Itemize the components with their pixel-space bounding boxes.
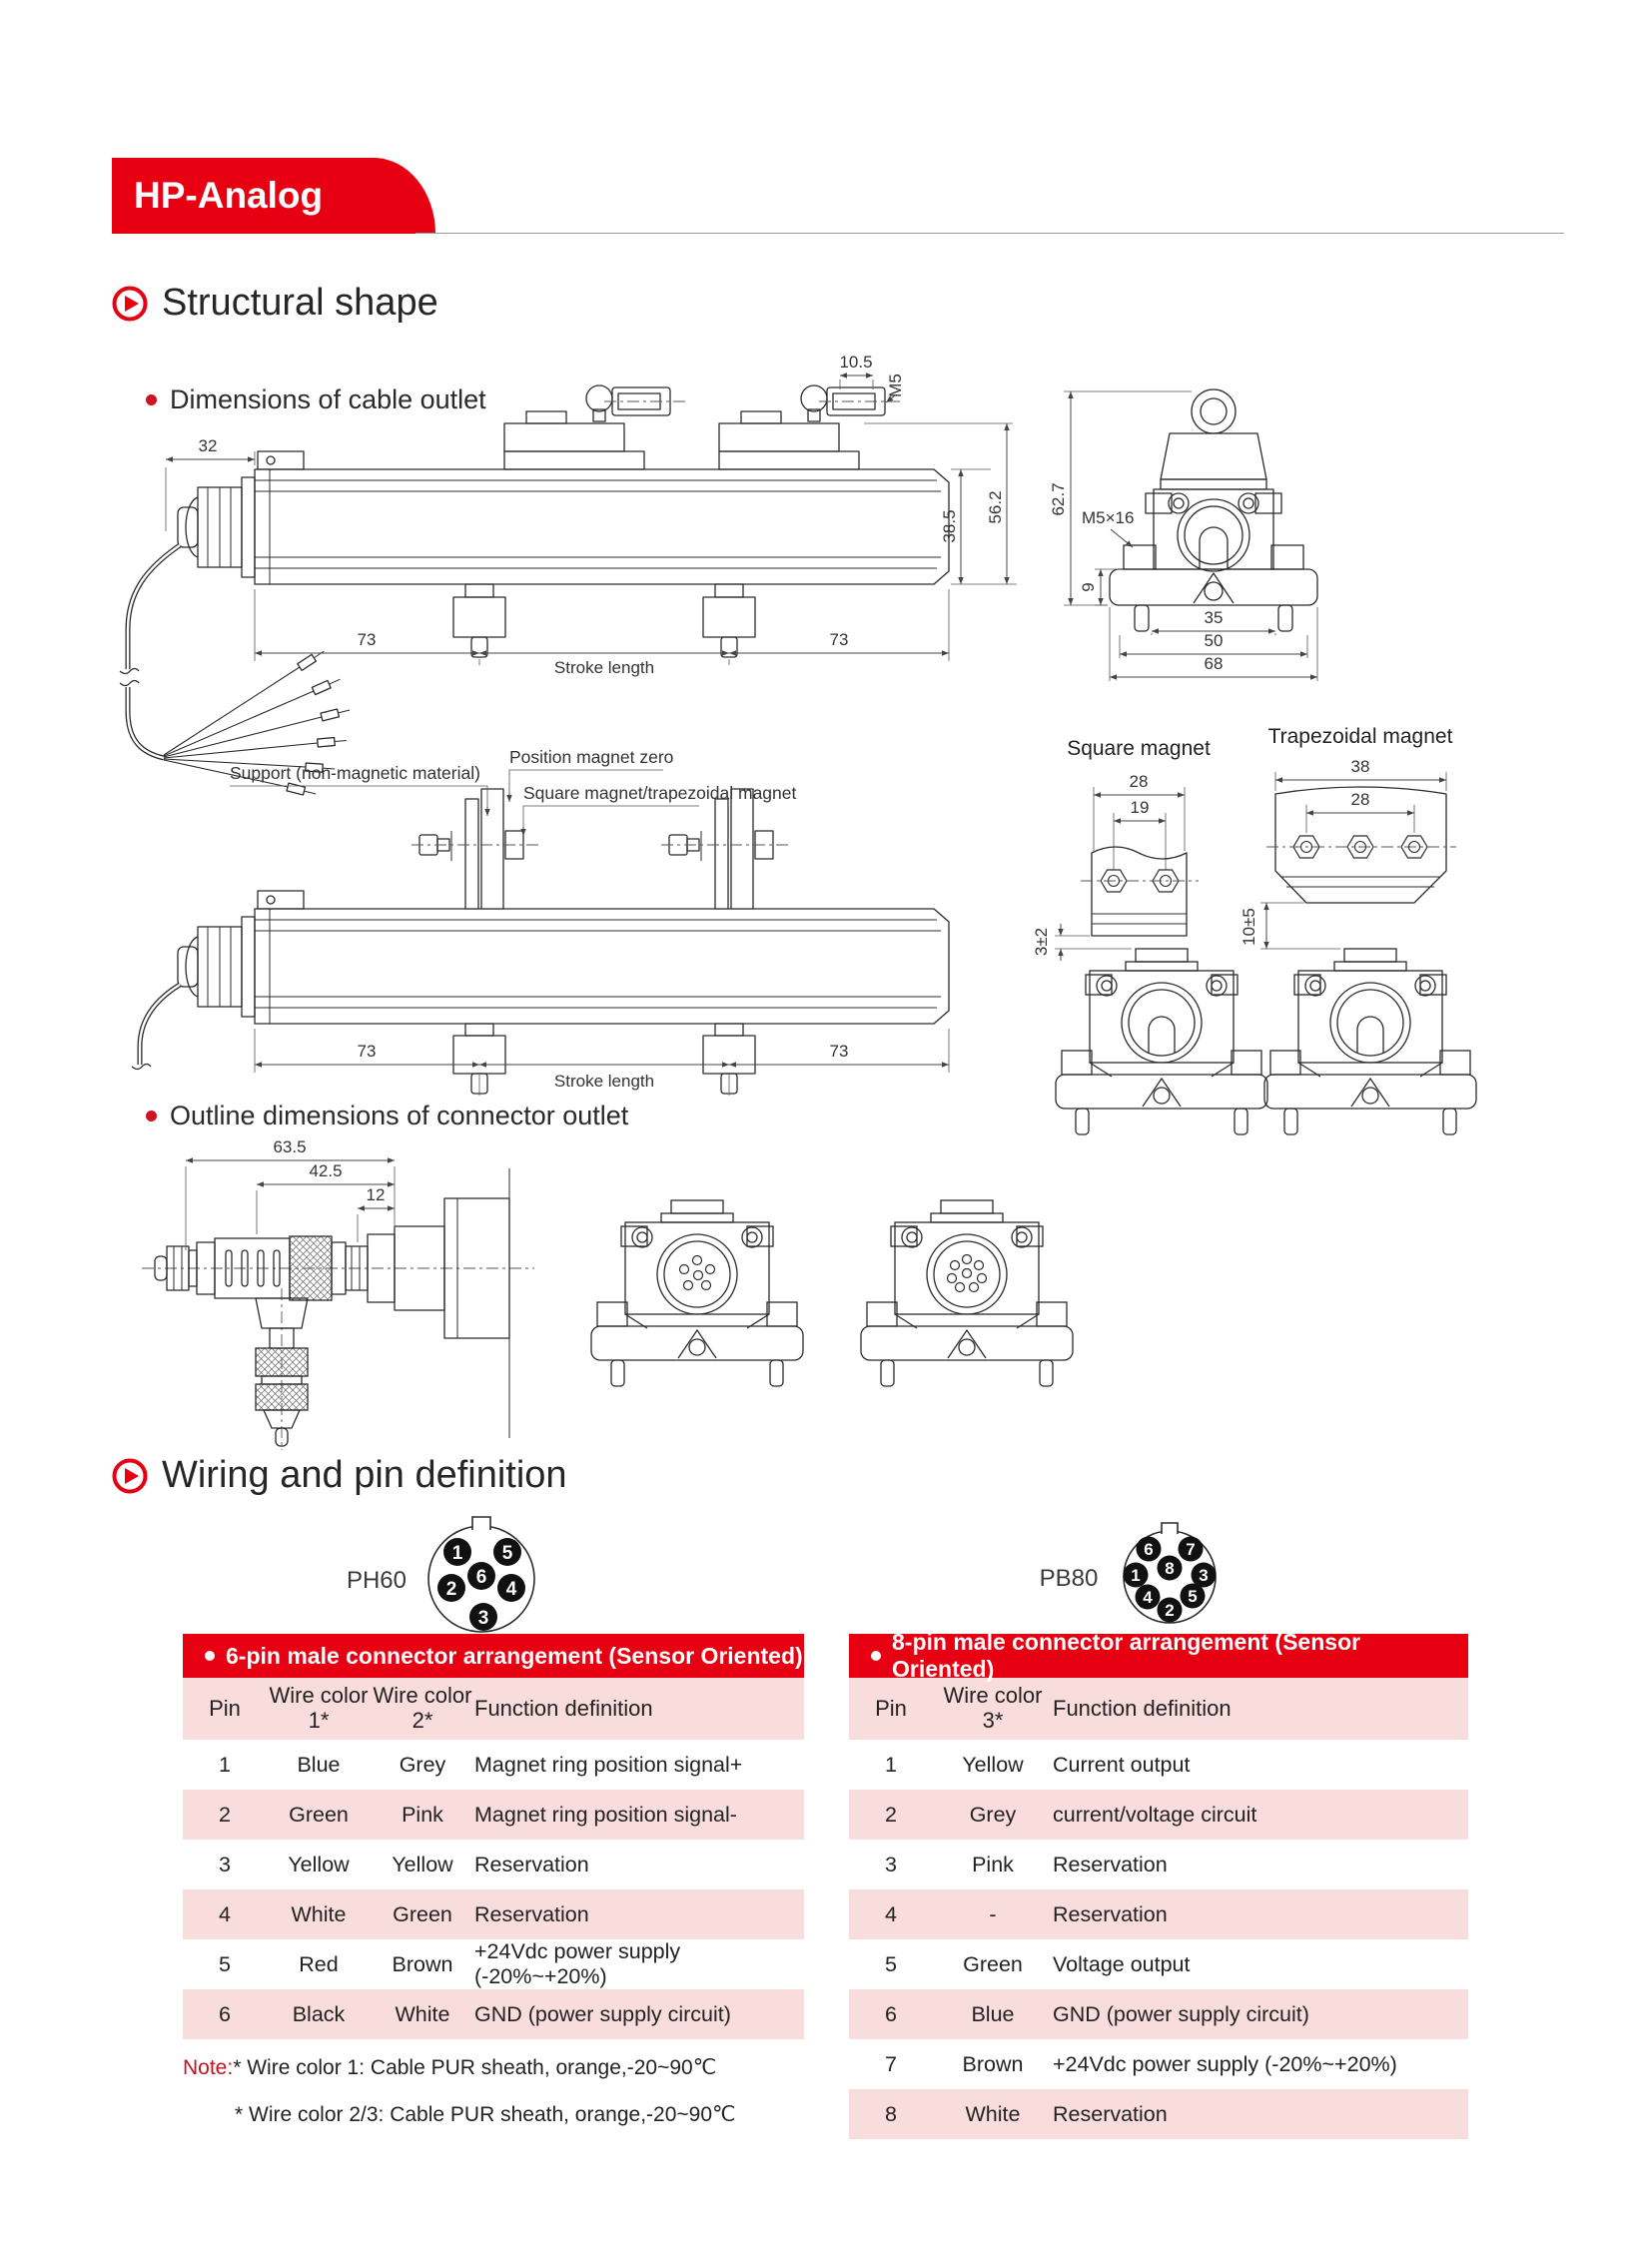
cell-color3: Blue	[971, 2001, 1015, 2026]
table-row	[183, 1840, 804, 1889]
cell-function: +24Vdc power supply (-20%~+20%)	[1053, 2051, 1397, 2076]
cell-pin: 3	[219, 1852, 231, 1876]
sq-dim-28: 28	[1129, 772, 1149, 791]
bullet-connector-outlet	[146, 1101, 628, 1131]
cell-pin: 4	[219, 1901, 231, 1926]
cell-color1: Yellow	[288, 1852, 350, 1876]
ph60-connector-diagram	[347, 1517, 534, 1632]
section-title: Wiring and pin definition	[162, 1454, 567, 1496]
connector-front-6pin	[591, 1200, 803, 1386]
cell-function: Voltage output	[1053, 1951, 1191, 1976]
note-label: Note:	[183, 2056, 234, 2079]
note-text: * Wire color 2/3: Cable PUR sheath, orange,-20~90℃	[235, 2103, 736, 2126]
svg-text:3: 3	[1199, 1566, 1209, 1585]
table-row	[183, 1790, 804, 1840]
cell-pin: 1	[219, 1752, 231, 1777]
cell-pin: 1	[885, 1752, 897, 1777]
table-row	[183, 1889, 804, 1939]
table-row	[849, 2039, 1468, 2089]
tr-dim-10: 10±5	[1239, 908, 1258, 946]
svg-text:8: 8	[1165, 1559, 1175, 1578]
cell-pin: 2	[219, 1802, 231, 1827]
dim-38-5: 38.5	[940, 509, 959, 543]
cell-pin: 4	[885, 1901, 897, 1926]
section-title: Structural shape	[162, 282, 438, 324]
cell-function: Reservation	[1053, 1852, 1168, 1876]
bullet-dot-icon	[871, 1651, 881, 1661]
drawing-magnet-side-view	[132, 747, 949, 1096]
cell-pin: 7	[885, 2051, 897, 2076]
svg-text:4: 4	[505, 1579, 517, 1600]
cell-color2: Brown	[392, 1951, 453, 1976]
table-8pin	[849, 1629, 1468, 2139]
table-row	[849, 1939, 1468, 1989]
page-title: HP-Analog Output	[134, 175, 324, 292]
svg-text:2: 2	[445, 1579, 457, 1600]
tr-dim-38: 38	[1350, 757, 1370, 776]
cell-color3: Grey	[969, 1802, 1017, 1827]
bullet-dot-icon	[205, 1651, 215, 1661]
cell-pin: 8	[885, 2101, 897, 2126]
connector-front-8pin	[861, 1200, 1073, 1386]
dim-42-5: 42.5	[309, 1161, 343, 1180]
cell-pin: 6	[885, 2001, 897, 2026]
pb80-label: PB80	[1039, 1565, 1099, 1592]
cell-color3: Brown	[962, 2051, 1024, 2076]
drawing-end-view	[1049, 389, 1317, 681]
cell-function: Reservation	[474, 1852, 589, 1876]
bullet-label: Outline dimensions of connector outlet	[170, 1101, 629, 1130]
table-title: 6-pin male connector arrangement (Sensor Oriented)	[226, 1642, 803, 1669]
table-6pin-header-row	[183, 1678, 804, 1740]
cell-function: GND (power supply circuit)	[1053, 2001, 1309, 2026]
dim-35: 35	[1204, 608, 1224, 627]
svg-text:1: 1	[1131, 1566, 1141, 1585]
ph60-label: PH60	[346, 1567, 408, 1594]
table-row	[849, 1740, 1468, 1790]
cell-color1: Blue	[297, 1752, 341, 1777]
section-structural-shape	[112, 282, 438, 325]
square-magnet-detail	[1032, 737, 1267, 1134]
dim-68: 68	[1204, 654, 1224, 673]
magnet-slider-left	[504, 385, 689, 469]
svg-text:5: 5	[501, 1543, 513, 1564]
table-row	[183, 1939, 804, 1989]
cell-function: Reservation	[1053, 2101, 1168, 2126]
bullet-dot-icon	[146, 1111, 157, 1121]
cell-function: Magnet ring position signal-	[474, 1802, 737, 1827]
svg-text:1: 1	[451, 1543, 463, 1564]
table-row	[849, 1790, 1468, 1840]
cell-color2: Grey	[399, 1752, 446, 1777]
dim-m5: M5	[886, 374, 905, 397]
sq-dim-3: 3±2	[1032, 927, 1051, 957]
trapezoidal-magnet-detail	[1239, 725, 1476, 1134]
label-support: Support (non-magnetic material)	[230, 763, 480, 783]
table-row	[849, 1889, 1468, 1939]
dim-73-right: 73	[829, 630, 849, 649]
label-square-trapezoidal-magnet: Square magnet/trapezoidal magnet	[523, 783, 797, 803]
stroke-length-label: Stroke length	[553, 658, 655, 677]
dim-73-left-2: 73	[357, 1042, 377, 1061]
table-8pin-title-bar	[849, 1629, 1468, 1682]
svg-text:6: 6	[475, 1567, 487, 1588]
stroke-length-label-2: Stroke length	[553, 1072, 655, 1091]
col-header: Wire color 3*	[943, 1683, 1043, 1733]
cell-function: Reservation	[1053, 1901, 1168, 1926]
table-6pin-title-bar	[183, 1634, 804, 1678]
svg-text:7: 7	[1186, 1540, 1196, 1559]
cell-function: +24Vdc power supply (-20%~+20%)	[474, 1939, 681, 1988]
col-header: Wire color 2*	[373, 1683, 472, 1733]
dim-56-2: 56.2	[986, 490, 1005, 524]
drawing-cable-side-view	[120, 353, 1017, 798]
play-circle-icon	[112, 286, 148, 322]
svg-text:4: 4	[1143, 1588, 1153, 1607]
cell-function: Reservation	[474, 1901, 589, 1926]
dim-73-right-2: 73	[829, 1042, 849, 1061]
page-title-banner	[112, 158, 435, 292]
note-text: * Wire color 1: Cable PUR sheath, orange,-20~90℃	[233, 2056, 717, 2079]
col-header: Function definition	[1053, 1696, 1232, 1721]
play-circle-icon	[112, 1458, 148, 1494]
svg-text:2: 2	[1165, 1601, 1175, 1620]
sq-dim-19: 19	[1130, 798, 1150, 817]
dim-m5x16: M5×16	[1082, 508, 1135, 527]
cell-color3: Green	[963, 1951, 1023, 1976]
col-header: Pin	[209, 1695, 241, 1721]
cell-color2: Yellow	[392, 1852, 453, 1876]
dim-73-left: 73	[357, 630, 377, 649]
square-magnet-title: Square magnet	[1067, 737, 1211, 760]
magnet-support-left	[412, 789, 541, 909]
cell-color1: White	[291, 1901, 347, 1926]
table-row	[849, 2089, 1468, 2139]
cell-color3: White	[965, 2101, 1021, 2126]
cell-color3: Pink	[972, 1852, 1014, 1876]
cell-pin: 2	[885, 1802, 897, 1827]
svg-text:6: 6	[1144, 1540, 1154, 1559]
cell-function: GND (power supply circuit)	[474, 2001, 731, 2026]
magnet-slider-right	[719, 385, 904, 469]
pb80-connector-diagram	[1040, 1523, 1217, 1623]
cell-color2: Green	[393, 1901, 452, 1926]
connector-side-view	[142, 1138, 534, 1450]
trap-magnet-title: Trapezoidal magnet	[1267, 725, 1453, 748]
cell-pin: 6	[219, 2001, 231, 2026]
col-header: Function definition	[474, 1696, 653, 1721]
section-wiring	[112, 1454, 567, 1497]
magnet-support-right	[661, 789, 791, 909]
dim-32: 32	[198, 436, 218, 455]
cell-color2: Pink	[402, 1802, 443, 1827]
cell-color2: White	[395, 2001, 450, 2026]
cell-function: Magnet ring position signal+	[474, 1752, 743, 1777]
svg-text:5: 5	[1188, 1587, 1198, 1606]
col-header: Pin	[875, 1695, 907, 1721]
table-row	[183, 1740, 804, 1790]
cell-pin: 5	[885, 1951, 897, 1976]
table-row	[849, 1989, 1468, 2039]
cell-pin: 5	[219, 1951, 231, 1976]
dim-63-5: 63.5	[273, 1138, 307, 1156]
svg-text:3: 3	[477, 1608, 489, 1629]
dim-62-7: 62.7	[1049, 482, 1068, 516]
dim-50: 50	[1204, 631, 1224, 650]
cell-color1: Black	[292, 2001, 346, 2026]
mount-clamps	[453, 584, 755, 657]
connector-outlet-drawings	[90, 1138, 1189, 1468]
cell-pin: 3	[885, 1852, 897, 1876]
cell-color1: Red	[299, 1951, 339, 1976]
cell-color1: Green	[289, 1802, 349, 1827]
cell-function: current/voltage circuit	[1053, 1802, 1257, 1827]
dim-12: 12	[366, 1185, 386, 1204]
table-row	[849, 1840, 1468, 1889]
table-6pin	[183, 1634, 804, 2039]
tr-dim-28: 28	[1350, 790, 1370, 809]
cell-function: Current output	[1053, 1752, 1191, 1777]
bullet-label: Dimensions of cable outlet	[170, 384, 486, 414]
dim-10-5: 10.5	[839, 353, 873, 372]
cell-color3: Yellow	[962, 1752, 1024, 1777]
dim-9: 9	[1079, 582, 1098, 592]
table-8pin-header-row	[849, 1678, 1468, 1740]
table-title: 8-pin male connector arrangement (Sensor Oriented)	[892, 1629, 1361, 1682]
table-row	[183, 1989, 804, 2039]
col-header: Wire color 1*	[269, 1683, 369, 1733]
cell-color3: -	[989, 1901, 997, 1926]
header-rule	[415, 233, 1564, 234]
label-position-magnet-zero: Position magnet zero	[509, 747, 674, 767]
table-6pin-notes	[183, 2055, 736, 2149]
structural-drawings	[90, 340, 1558, 1148]
